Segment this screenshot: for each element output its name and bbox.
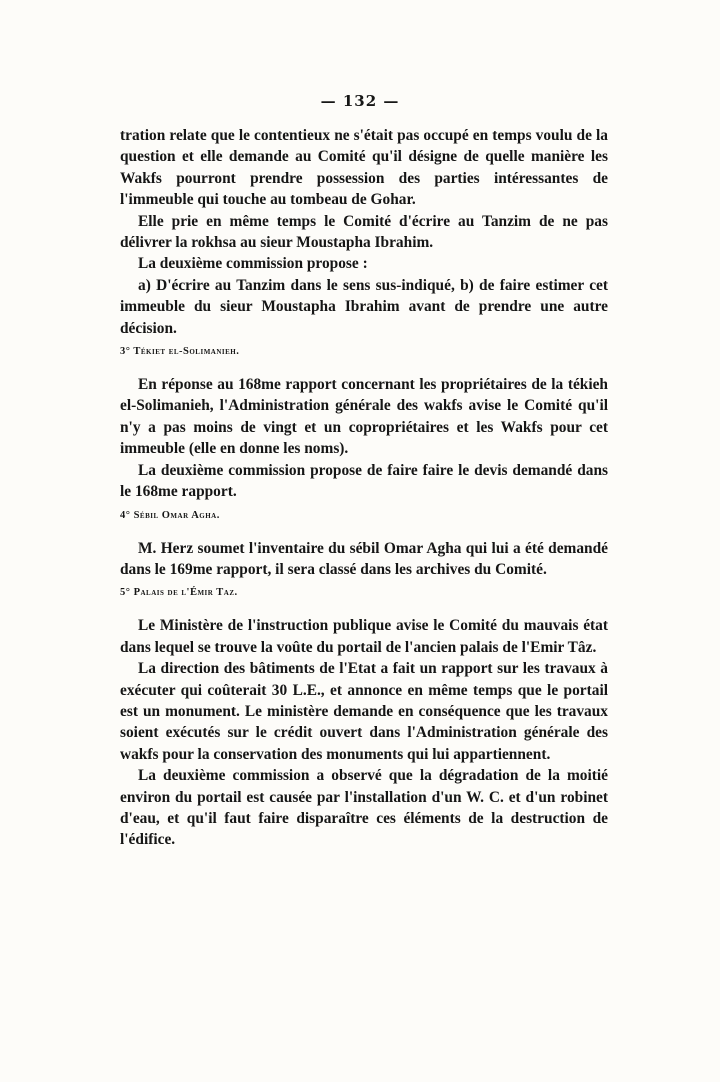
section-heading: 3° Tékiet el-Solimanieh. xyxy=(120,346,240,358)
section-heading: 4° Sébil Omar Agha. xyxy=(120,509,220,521)
paragraph: M. Herz soumet l'inventaire du sébil Omar Agha qui lui a été demandé dans le 169me rapport, il sera classé dans les archives du Comité. xyxy=(120,539,608,578)
paragraph: Elle prie en même temps le Comité d'écrire au Tanzim de ne pas délivrer la rokhsa au sieur Moustapha Ibrahim. xyxy=(120,212,608,252)
paragraph: La deuxième commission propose : xyxy=(138,255,368,273)
section-heading: 5° Palais de l'Émir Taz. xyxy=(120,587,238,599)
paragraph: a) D'écrire au Tanzim dans le sens sus-indiqué, b) de faire estimer cet immeuble du sieur Moustapha Ibrahim avant de prendre une autre décision. xyxy=(120,276,608,337)
paragraph: La deuxième commission a observé que la dégradation de la moitié environ du portail est causée par l'installation d'un W. C. et d'un robinet d'eau, et qu'il faut faire disparaître ces éléments de la destruction de l'édifice. xyxy=(120,767,608,849)
paragraph: tration relate que le contentieux ne s'était pas occupé en temps voulu de la question et elle demande au Comité qu'il désigne de quelle manière les Wakfs pourront prendre possession des parties intéressantes de l'immeuble qui touche au tombeau de Gohar. xyxy=(120,127,608,209)
paragraph: La deuxième commission propose de faire faire le devis demandé dans le 168me rapport. xyxy=(120,461,608,501)
page-body xyxy=(120,125,608,851)
page-number: — 132 — xyxy=(320,92,400,110)
paragraph: Le Ministère de l'instruction publique avise le Comité du mauvais état dans lequel se trouve la voûte du portail de l'ancien palais de l'Emir Tâz. xyxy=(120,617,608,656)
paragraph: En réponse au 168me rapport concernant les propriétaires de la tékieh el-Solimanieh, l'Administration générale des wakfs avise le Comité qu'il n'y a pas moins de vingt et un copropriétaires et les Wakfs pour cet immeuble (elle en donne les noms). xyxy=(120,376,608,458)
paragraph: La direction des bâtiments de l'Etat a fait un rapport sur les travaux à exécuter qui coûterait 30 L.E., et annonce en même temps que le portail est un monument. Le ministère demande en conséquence que les travaux soient exécutés sur le crédit ouvert dans l'Administration générale des wakfs pour la conservation des monuments qui lui appartiennent. xyxy=(120,660,608,763)
